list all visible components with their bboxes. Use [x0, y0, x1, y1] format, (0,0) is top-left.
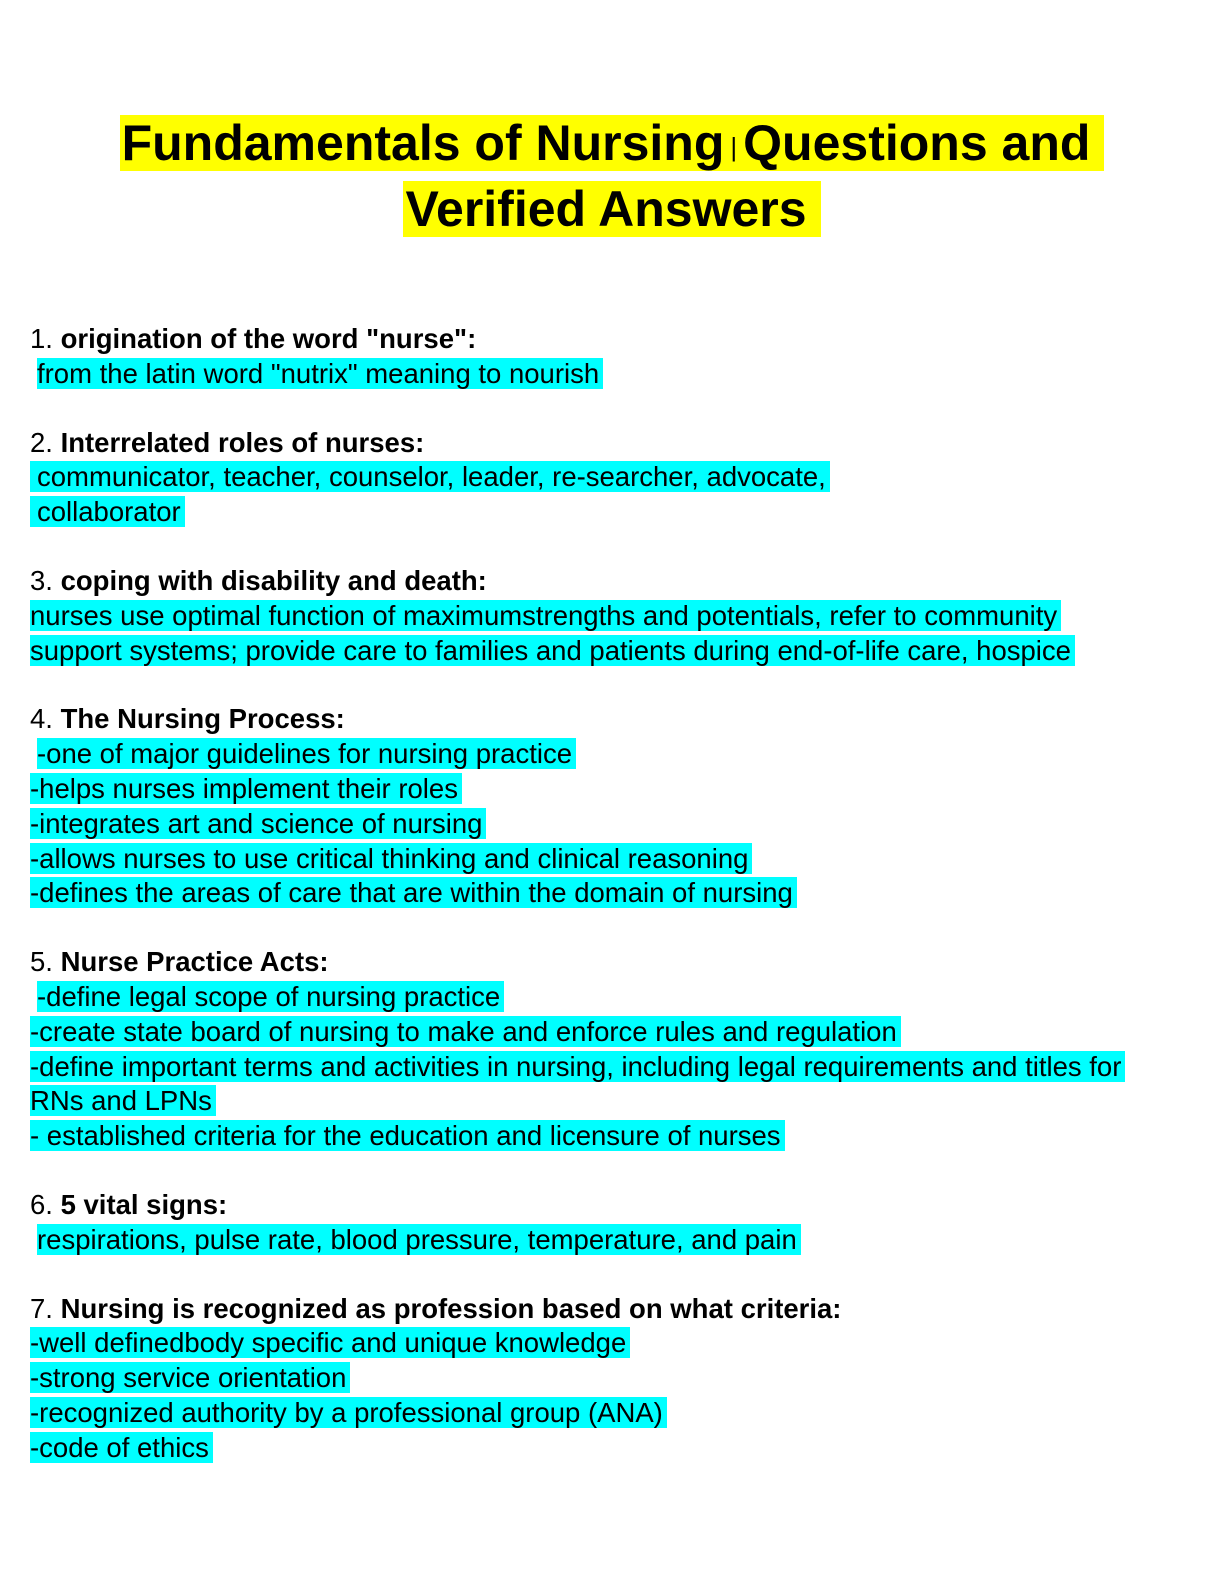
answer-line	[30, 842, 752, 877]
question-number: 4.	[30, 703, 53, 735]
answer-text: -well definedbody specific and unique knowledge	[30, 1327, 630, 1358]
question-number: 7.	[30, 1292, 53, 1324]
qa-item-2	[30, 426, 1180, 530]
qa-list	[30, 322, 1180, 1466]
answer-text: -recognized authority by a professional group (ANA)	[30, 1397, 667, 1428]
answer-text: - established criteria for the education and licensure of nurses	[30, 1120, 785, 1151]
question-number: 6.	[30, 1188, 53, 1220]
question-line	[30, 426, 1180, 461]
question-line	[30, 702, 1180, 737]
question-line	[30, 322, 1180, 357]
answer-line	[30, 599, 1118, 669]
answer-text: from the latin word "nutrix" meaning to nourish	[37, 358, 603, 389]
answer-line	[30, 1396, 667, 1431]
answer-line	[30, 1361, 350, 1396]
answer-text: -one of major guidelines for nursing practice	[37, 738, 576, 769]
title-separator: |	[730, 131, 738, 162]
answer-line	[30, 772, 462, 807]
answer-line	[30, 1326, 630, 1361]
question-text: coping with disability and death:	[60, 564, 487, 596]
answer-line	[30, 876, 797, 911]
answer-text: -define important terms and activities in nursing, including legal requirements and titles for RNs and LPNs	[30, 1051, 1125, 1117]
qa-item-4	[30, 702, 1180, 911]
answer-text: -create state board of nursing to make and enforce rules and regulation	[30, 1016, 901, 1047]
answer-text: -integrates art and science of nursing	[30, 808, 486, 839]
answer-text: -helps nurses implement their roles	[30, 773, 462, 804]
question-text: The Nursing Process:	[60, 703, 345, 735]
answer-text: nurses use optimal function of maximumstrengths and potentials, refer to community support systems; provide care to families and patients during end-of-life care, hospice	[30, 600, 1075, 666]
answer-line	[30, 737, 576, 772]
answer-text: -defines the areas of care that are within the domain of nursing	[30, 877, 797, 908]
answer-text: communicator, teacher, counselor, leader, re-searcher, advocate, collaborator	[30, 461, 830, 527]
question-text: Nurse Practice Acts:	[60, 946, 329, 978]
qa-item-6	[30, 1188, 1180, 1258]
answer-text: -allows nurses to use critical thinking and clinical reasoning	[30, 843, 752, 874]
answer-line	[30, 807, 486, 842]
qa-item-5	[30, 945, 1180, 1154]
document-title	[60, 112, 1164, 240]
answer-line	[30, 1015, 901, 1050]
answer-line	[30, 1223, 801, 1258]
question-text: Interrelated roles of nurses:	[60, 426, 425, 458]
answer-line	[30, 1119, 785, 1154]
answer-line	[30, 1431, 213, 1466]
answer-line	[30, 980, 504, 1015]
question-number: 1.	[30, 323, 53, 354]
question-text: 5 vital signs:	[60, 1188, 228, 1220]
question-line	[30, 945, 1180, 980]
qa-item-7	[30, 1292, 1180, 1466]
answer-text: -define legal scope of nursing practice	[37, 981, 504, 1012]
question-line	[30, 564, 1180, 599]
answer-text: respirations, pulse rate, blood pressure, temperature, and pain	[37, 1224, 801, 1255]
question-line	[30, 1292, 1180, 1327]
answer-text: -code of ethics	[30, 1432, 213, 1463]
title-highlight-line-1	[120, 115, 1105, 171]
title-part-3: Verified Answers	[405, 180, 807, 237]
answer-line	[30, 460, 970, 530]
title-highlight-line-2	[403, 181, 820, 237]
title-part-2: Questions and	[743, 115, 1091, 171]
question-line	[30, 1188, 1180, 1223]
question-number: 3.	[30, 564, 53, 596]
answer-text: -strong service orientation	[30, 1362, 350, 1393]
question-text: Nursing is recognized as profession based on what criteria:	[60, 1292, 842, 1324]
answer-line	[30, 1050, 1170, 1120]
title-part-1: Fundamentals of Nursing	[121, 115, 725, 171]
question-number: 5.	[30, 946, 53, 978]
question-text: origination of the word "nurse":	[60, 323, 477, 354]
qa-item-3	[30, 564, 1180, 668]
question-number: 2.	[30, 426, 53, 458]
qa-item-1	[30, 322, 1180, 392]
answer-line	[30, 357, 603, 392]
